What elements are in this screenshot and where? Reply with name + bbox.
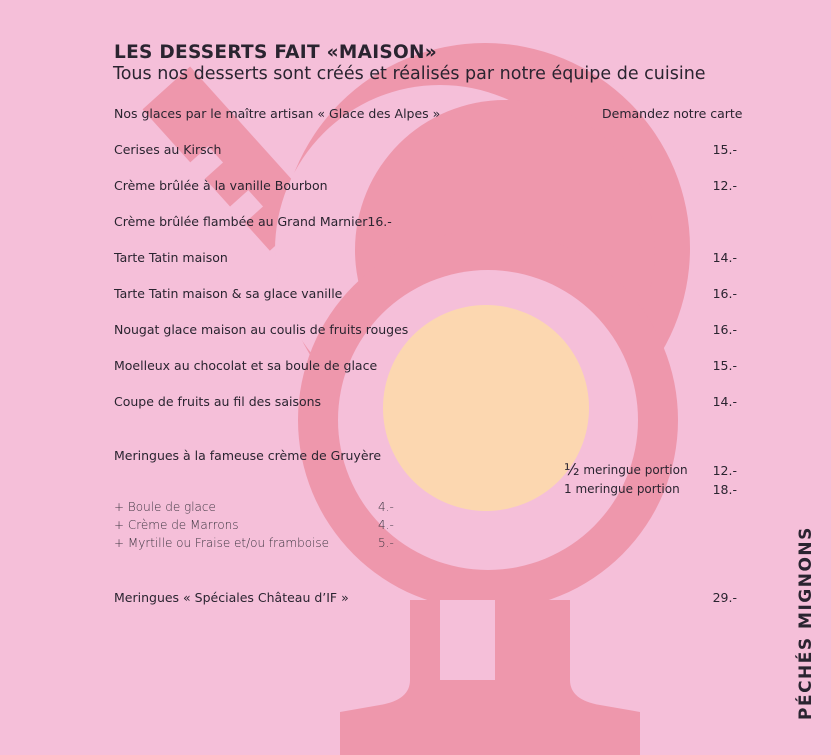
menu-item-price: 16.- [712, 322, 737, 337]
half-portion-label: ½ meringue portion [564, 460, 688, 479]
menu-item-price: 16.- [712, 286, 737, 301]
addon-name: + Myrtille ou Fraise et/ou framboise [114, 536, 330, 550]
addon-name: + Boule de glace [114, 500, 216, 514]
menu-item-price: 15.- [712, 142, 737, 157]
special-item-name: Meringues « Spéciales Château d’IF » [114, 590, 349, 605]
half-portion-price: 12.- [712, 463, 737, 478]
full-portion-price: 18.- [712, 482, 737, 497]
menu-item-name: Nougat glace maison au coulis de fruits rouges [114, 322, 409, 337]
full-portion-label: 1 meringue portion [564, 482, 680, 496]
menu-item-price: 16.- [367, 214, 392, 229]
page-subtitle: Tous nos desserts sont créés et réalisés par notre équipe de cuisine [113, 64, 706, 84]
menu-item-name: Moelleux au chocolat et sa boule de glace [114, 358, 378, 373]
addon-price: 4.- [378, 500, 394, 514]
menu-item-name: Cerises au Kirsch [114, 142, 222, 157]
page-title: LES DESSERTS FAIT «MAISON» [114, 42, 438, 63]
menu-item-name: Tarte Tatin maison & sa glace vanille [114, 286, 343, 301]
addon-price: 4.- [378, 518, 394, 532]
ice-cream-scoop [383, 305, 589, 511]
menu-item-name: Coupe de fruits au fil des saisons [114, 394, 322, 409]
addon-name: + Crème de Marrons [114, 518, 239, 532]
menu-item-price: 12.- [712, 178, 737, 193]
side-label: PÉCHÉS MIGNONS [796, 526, 816, 720]
menu-item-name: Crème brûlée à la vanille Bourbon [114, 178, 328, 193]
addon-price: 5.- [378, 536, 394, 550]
menu-item-price: 15.- [712, 358, 737, 373]
menu-item-name: Tarte Tatin maison [114, 250, 228, 265]
menu-item-price: 14.- [712, 250, 737, 265]
menu-item-name: Crème brûlée flambée au Grand Marnier16.- [114, 214, 392, 229]
glaces-label: Nos glaces par le maître artisan « Glace des Alpes » [114, 106, 441, 121]
special-item-price: 29.- [712, 590, 737, 605]
menu-item-price: 14.- [712, 394, 737, 409]
meringues-label: Meringues à la fameuse crème de Gruyère [114, 448, 382, 463]
glaces-note: Demandez notre carte [602, 106, 743, 121]
